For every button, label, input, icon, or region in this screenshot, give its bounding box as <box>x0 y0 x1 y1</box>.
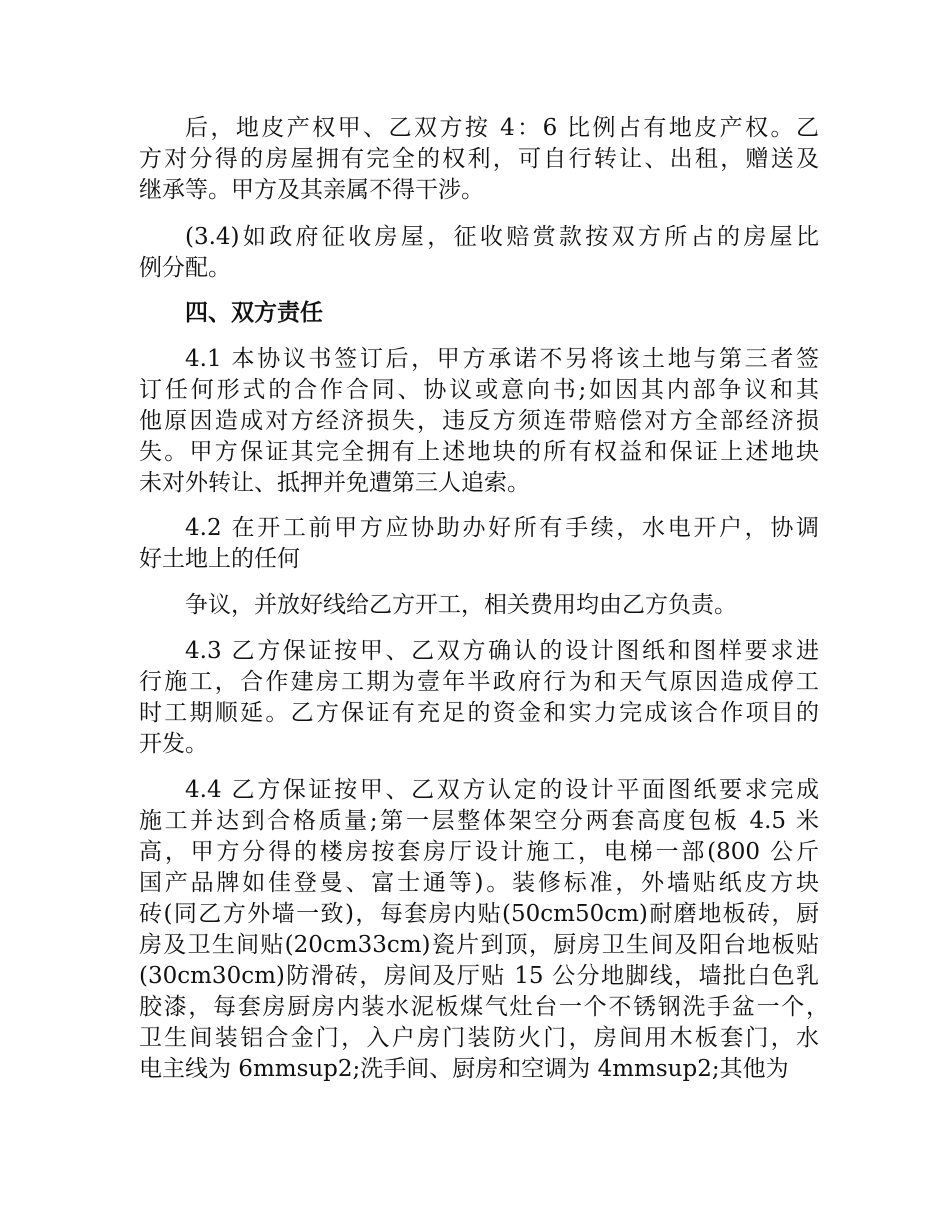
text-line: 4.1 本协议书签订后，甲方承诺不另将该土地与第三者签 <box>185 346 819 372</box>
text-line: 方对分得的房屋拥有完全的权利，可自行转让、出租，赠送及 <box>139 146 819 172</box>
text-line: (3.4)如政府征收房屋，征收赔赏款按双方所占的房屋比 <box>185 224 819 250</box>
text-line: 卫生间装铝合金门，入户房门装防火门，房间用木板套门，水 <box>139 1025 819 1051</box>
text-line: 房及卫生间贴(20cm33cm)瓷片到顶，厨房卫生间及阳台地板贴 <box>139 932 819 958</box>
text-line: (30cm30cm)防滑砖，房间及厅贴 15 公分地脚线，墙批白色乳 <box>139 963 819 989</box>
text-line: 他原因造成对方经济损失，违反方须连带赔偿对方全部经济损 <box>139 408 819 434</box>
text-line: 4.2 在开工前甲方应协助办好所有手续，水电开户，协调 <box>185 515 819 541</box>
text-line: 高，甲方分得的楼房按套房厅设计施工，电梯一部(800 公斤 <box>139 839 819 865</box>
text-line: 行施工，合作建房工期为壹年半政府行为和天气原因造成停工 <box>139 669 819 695</box>
text-line: 未对外转让、抵押并免遭第三人追索。 <box>139 470 530 496</box>
text-line: 4.3 乙方保证按甲、乙双方确认的设计图纸和图样要求进 <box>185 638 819 664</box>
text-line: 国产品牌如佳登曼、富士通等)。装修标准，外墙贴纸皮方块 <box>139 870 819 896</box>
text-line: 施工并达到合格质量;第一层整体架空分两套高度包板 4.5 米 <box>139 808 819 834</box>
text-line: 时工期顺延。乙方保证有充足的资金和实力完成该合作项目的 <box>139 700 819 726</box>
text-line: 开发。 <box>139 731 208 757</box>
text-line: 失。甲方保证其完全拥有上述地块的所有权益和保证上述地块 <box>139 439 819 465</box>
text-line: 好土地上的任何 <box>139 546 300 572</box>
text-line: 例分配。 <box>139 255 231 281</box>
text-line: 订任何形式的合作合同、协议或意向书;如因其内部争议和其 <box>139 377 819 403</box>
text-line: 电主线为 6mmsup2;洗手间、厨房和空调为 4mmsup2;其他为 <box>139 1056 789 1082</box>
text-line: 胶漆，每套房厨房内装水泥板煤气灶台一个不锈钢洗手盆一个， <box>139 994 829 1020</box>
text-line: 4.4 乙方保证按甲、乙双方认定的设计平面图纸要求完成 <box>185 777 819 803</box>
text-line: 继承等。甲方及其亲属不得干涉。 <box>139 177 484 203</box>
text-line: 后，地皮产权甲、乙双方按 4：6 比例占有地皮产权。乙 <box>185 115 819 141</box>
text-line: 砖(同乙方外墙一致)，每套房内贴(50cm50cm)耐磨地板砖，厨 <box>139 901 819 927</box>
section-heading: 四、双方责任 <box>185 300 323 326</box>
text-line: 争议，并放好线给乙方开工，相关费用均由乙方负责。 <box>185 592 737 618</box>
